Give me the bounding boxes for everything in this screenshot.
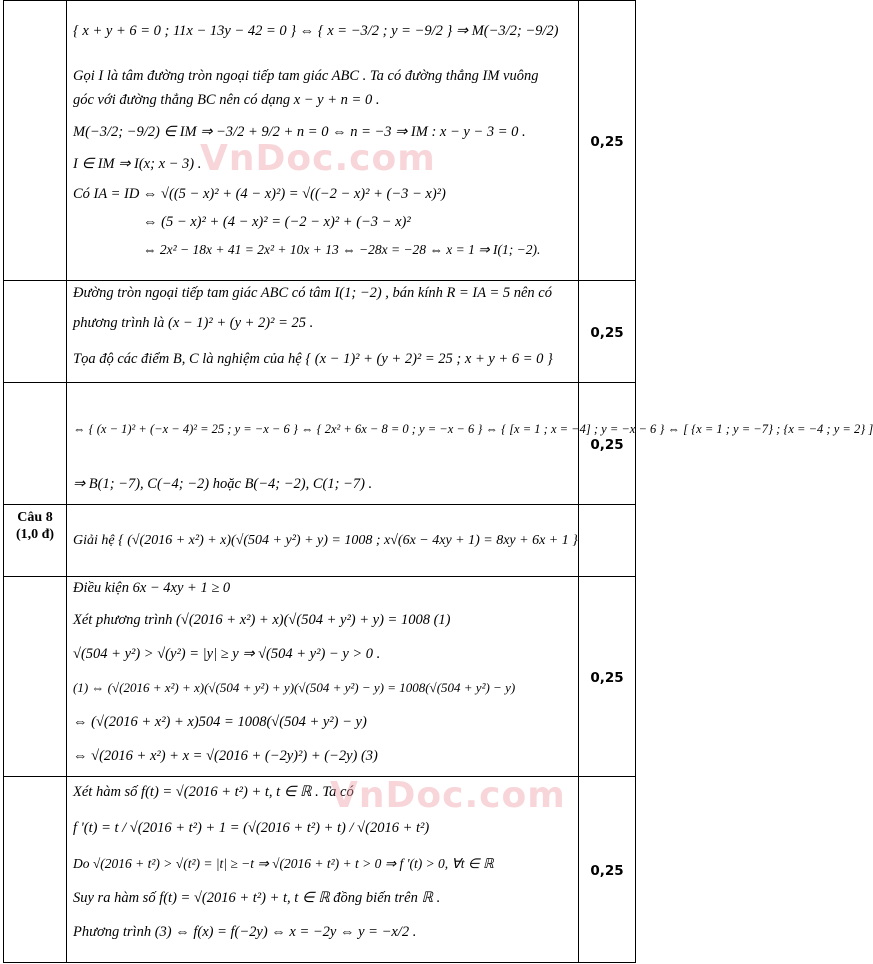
solution-cell [67, 1, 579, 281]
score-cell [579, 383, 636, 505]
question-cell [4, 281, 67, 383]
solution-line: Đường tròn ngoại tiếp tam giác ABC có tâm I(1; −2) , bán kính R = IA = 5 nên có [73, 285, 552, 301]
solution-line: Giải hệ { (√(2016 + x²) + x)(√(504 + y²) + y) = 1008 ; x√(6x − 4xy + 1) = 8xy + 6x + 1 } [73, 533, 578, 548]
solution-line: Gọi I là tâm đường tròn ngoại tiếp tam giác ABC . Ta có đường thẳng IM vuông [73, 68, 539, 84]
solution-line: ⇔ { (x − 1)² + (−x − 4)² = 25 ; y = −x − 6 } ⇔ { 2x² + 6x − 8 = 0 ; y = −x − 6 } ⇔ { [x = 1 ; x = −4] ; y = −x − 6 } ⇔ [ {x = 1 ; y = −7} ; {x = −4 ; y = 2} ] [73, 422, 873, 436]
score-value: 0,25 [590, 670, 624, 686]
solution-line: Điều kiện 6x − 4xy + 1 ≥ 0 [73, 580, 231, 596]
solution-cell [67, 577, 579, 777]
solution-line: Xét hàm số f(t) = √(2016 + t²) + t, t ∈ ℝ . Ta có [73, 784, 354, 800]
solution-line: f '(t) = t / √(2016 + t²) + 1 = (√(2016 + t²) + t) / √(2016 + t²) [73, 820, 430, 836]
solution-line: Do √(2016 + t²) > √(t²) = |t| ≥ −t ⇒ √(2016 + t²) + t > 0 ⇒ f '(t) > 0, ∀t ∈ ℝ [73, 856, 494, 871]
table-row [4, 281, 636, 383]
table-row [4, 383, 636, 505]
solution-cell [67, 281, 579, 383]
solution-cell [67, 505, 579, 577]
table-row [4, 777, 636, 963]
solution-line: I ∈ IM ⇒ I(x; x − 3) . [73, 156, 202, 172]
score-cell [579, 1, 636, 281]
score-cell [579, 577, 636, 777]
watermark-bottom: VnDoc.com [330, 775, 566, 816]
watermark-top: VnDoc.com [200, 138, 436, 179]
table-row [4, 505, 636, 577]
solution-cell [67, 777, 579, 963]
solution-line: √(504 + y²) > √(y²) = |y| ≥ y ⇒ √(504 + y²) − y > 0 . [73, 646, 381, 662]
solution-line: góc với đường thẳng BC nên có dạng x − y + n = 0 . [73, 92, 380, 108]
question-cell [4, 777, 67, 963]
score-value: 0,25 [590, 437, 624, 453]
question-cell [4, 577, 67, 777]
solution-line: ⇔ √(2016 + x²) + x = √(2016 + (−2y)²) + (−2y) (3) [73, 748, 378, 764]
solution-line: Phương trình (3) ⇔ f(x) = f(−2y) ⇔ x = −2y ⇔ y = −x/2 . [73, 924, 417, 940]
table-row [4, 577, 636, 777]
score-value: 0,25 [590, 863, 624, 879]
solution-line: Suy ra hàm số f(t) = √(2016 + t²) + t, t ∈ ℝ đồng biến trên ℝ . [73, 890, 441, 906]
score-cell [579, 777, 636, 963]
question-cell [4, 1, 67, 281]
solution-line: M(−3/2; −9/2) ∈ IM ⇒ −3/2 + 9/2 + n = 0 ⇔ n = −3 ⇒ IM : x − y − 3 = 0 . [73, 124, 526, 140]
solution-line: ⇔ 2x² − 18x + 41 = 2x² + 10x + 13 ⇔ −28x = −28 ⇔ x = 1 ⇒ I(1; −2). [143, 242, 541, 257]
solution-line: (1) ⇔ (√(2016 + x²) + x)(√(504 + y²) + y)(√(504 + y²) − y) = 1008(√(504 + y²) − y) [73, 680, 516, 695]
solution-line: Tọa độ các điểm B, C là nghiệm của hệ { (x − 1)² + (y + 2)² = 25 ; x + y + 6 = 0 } [73, 351, 553, 367]
solution-line: Xét phương trình (√(2016 + x²) + x)(√(504 + y²) + y) = 1008 (1) [73, 612, 451, 628]
score-value: 0,25 [590, 325, 624, 341]
answer-table [3, 0, 873, 963]
solution-line: phương trình là (x − 1)² + (y + 2)² = 25 . [73, 315, 314, 331]
solution-line: ⇒ B(1; −7), C(−4; −2) hoặc B(−4; −2), C(1; −7) . [73, 476, 373, 492]
score-cell [579, 281, 636, 383]
table-row [4, 1, 636, 281]
question-cell [4, 383, 67, 505]
score-value: 0,25 [590, 134, 624, 150]
solution-line: ⇔ (√(2016 + x²) + x)504 = 1008(√(504 + y²) − y) [73, 714, 367, 730]
question-cell [4, 505, 67, 577]
score-cell [579, 505, 636, 577]
solution-line: ⇔ (5 − x)² + (4 − x)² = (−2 − x)² + (−3 − x)² [143, 214, 411, 230]
question-label: Câu 8 (1,0 đ) [15, 510, 55, 542]
solution-line: Có IA = ID ⇔ √((5 − x)² + (4 − x)²) = √((−2 − x)² + (−3 − x)²) [73, 186, 446, 202]
solution-line: { x + y + 6 = 0 ; 11x − 13y − 42 = 0 } ⇔ { x = −3/2 ; y = −9/2 } ⇒ M(−3/2; −9/2) [73, 23, 559, 39]
